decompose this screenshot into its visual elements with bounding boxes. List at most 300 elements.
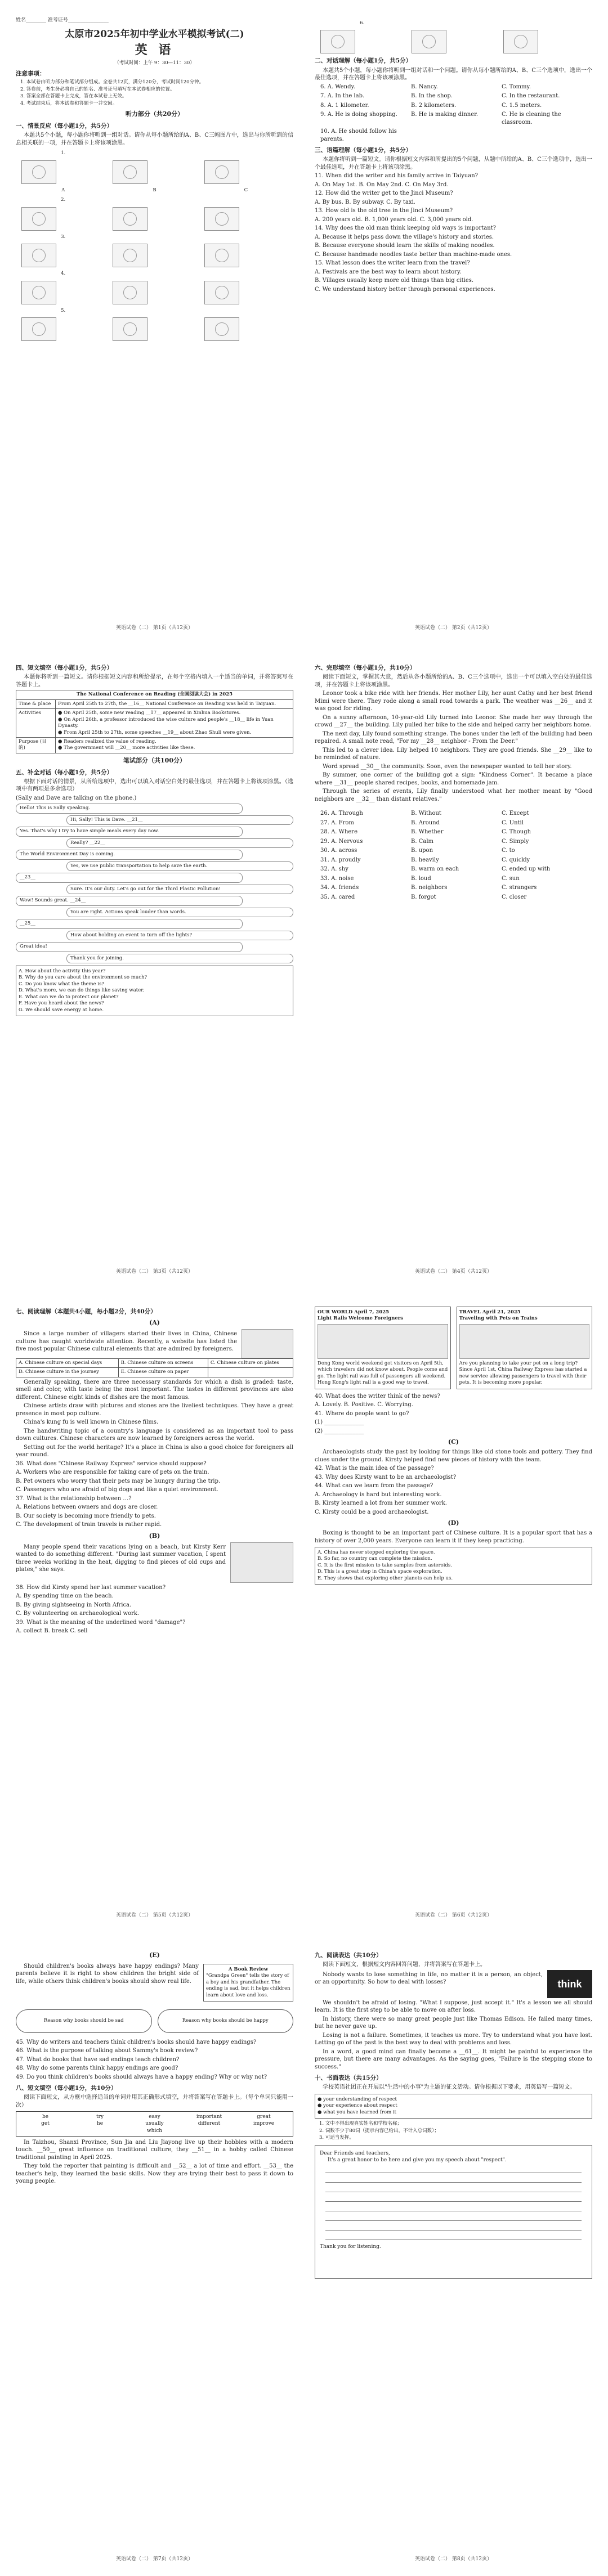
passage-label: (E) xyxy=(149,1951,160,1959)
option: C. closer xyxy=(502,894,527,900)
passage-paragraph: In Taizhou, Shanxi Province, Sun Jia and Liu Jiayong live up their hobbies with a modern touch. __50__ great influence on traditional culture, they __51__ in a hobby called Chinese traditional painting in April 2025. xyxy=(16,2139,293,2161)
newspaper-block xyxy=(315,1304,592,1392)
table-cell: Activities xyxy=(16,709,56,738)
option: 6. A. Wendy. xyxy=(320,83,356,90)
picture-option xyxy=(21,207,56,231)
section-description: 本题你将听到一篇短文。请你根据短文内容和所给提示，在每个空格内填入一个适当的单词，并将答案写在答题卡上。 xyxy=(16,674,293,688)
exam-page-6 xyxy=(306,1294,601,1924)
section-description: 本题共5个小题，每小题你将听到一组对话。请你从每小题所给的A、B、C三幅图片中，选出与你所听到的信息相关联的一项，并在答题卡上将该项涂黑。 xyxy=(16,132,293,146)
option-row xyxy=(320,102,592,110)
answer-line[interactable] xyxy=(325,2164,582,2173)
news-right xyxy=(457,1307,593,1389)
option-row xyxy=(320,875,592,883)
table-cell: C. Chinese culture on plates xyxy=(208,1359,293,1368)
table-cell: Purpose (目的) xyxy=(16,737,56,753)
section-title: 八、短文填空（每小题1分，共10分） xyxy=(16,2085,117,2092)
news-headline: Light Rails Welcome Foreigners xyxy=(318,1316,404,1322)
exam-page-7 xyxy=(7,1938,302,2568)
picture-option xyxy=(204,207,239,231)
table-cell: B. Chinese culture on screens xyxy=(118,1359,208,1368)
section-title: 五、补全对话（每小题1分，共5分） xyxy=(16,769,113,776)
news-body: Are you planning to take your pet on a long trip? Since April 1st, China Railway Express has started a new service allowing passengers to travel with their pets. It is becoming more popular. xyxy=(459,1360,587,1386)
table-cell: From April 25th to 27th, the __16__ National Conference on Reading was held in Taiyuan. xyxy=(56,699,293,708)
answer-line[interactable] xyxy=(325,2211,582,2221)
option: 10. A. He should follow his parents. xyxy=(320,128,397,142)
option: 28. A. Where xyxy=(320,829,357,836)
option: B. Around xyxy=(411,819,440,826)
option: C. Until xyxy=(502,819,524,826)
option-row xyxy=(320,83,592,91)
bubble-label: Reason why books should be happy xyxy=(182,2018,269,2024)
passage-paragraph: China's kung fu is well known in Chinese films. xyxy=(24,1419,159,1426)
review-title: A Book Review xyxy=(228,1966,269,1972)
question-line: 14. Why does the old man think keeping old ways is important? xyxy=(315,225,497,232)
option: G. We should save energy at home. xyxy=(19,1007,104,1013)
question-line: C. We understand history better through personal experiences. xyxy=(315,286,495,293)
question-line: 49. Do you think children's books should always have a happy ending? Why or why not? xyxy=(16,2074,267,2080)
row-label: 5. xyxy=(61,307,66,313)
page-footer: 英语试卷（二） 第1页（共12页） xyxy=(115,625,194,631)
table-cell: ● On April 25th, some new reading __17__ appeared in Xinhua Bookstores. ● On April 26th, a professor introduced the wise culture and people's __18__ life in Yuan Dynasty. ● From April 25th to 27th, some speeches __19__ about Zhao Shuli were given. xyxy=(56,709,293,738)
passage-paragraph: Since a large number of villagers started their lives in China, Chinese culture has caught worldwide attention. Recently, a website has listed the five most popular Chinese cultural elements that are admired by foreigners. xyxy=(16,1331,237,1353)
passage-paragraph: In a word, a good mind can finally become a __61__. It might be painful to experience the pressure, but there are many advantages. As the saying goes, "Failure is the stepping stone to success." xyxy=(315,2048,592,2070)
option: C. It is the first mission to take samples from asteroids. xyxy=(318,1562,452,1568)
page-footer: 英语试卷（二） 第8页（共12页） xyxy=(414,2556,493,2562)
section-description: 本题共5个小题，每小题你将听到一组对话和一个问题。请你从每小题所给的A、B、C三个选项中，选出一个最佳选项，并在答题卡上将该项涂黑。 xyxy=(315,67,592,82)
notice-item: 1. 本试卷由听力部分和笔试部分组成。全卷共12页，满分120分，考试时间120分钟。 xyxy=(20,79,204,86)
think-word: think xyxy=(557,1978,582,1990)
notice-item: 4. 考试结束后，将本试卷和答题卡一并交回。 xyxy=(20,100,118,106)
chat-bubble: Yes, we use public transportation to help save the earth. xyxy=(66,861,293,871)
passage-paragraph: Through the series of events, Lily finally understood what her mother meant by "Good neighbors are __32__ than distant relatives." xyxy=(315,788,592,802)
option: C. Though xyxy=(502,829,531,836)
page-footer: 英语试卷（二） 第4页（共12页） xyxy=(414,1268,493,1274)
letter-opening: It's a great honor to be here and give you my speech about "respect". xyxy=(328,2157,507,2163)
notice-item: 2. 答卷前，考生务必将自己的姓名、准考证号填写在本试卷相应的位置。 xyxy=(20,86,175,92)
chat-bubble: Sure. It's our duty. Let's go out for the Third Plastic Pollution! xyxy=(66,885,293,894)
options-table xyxy=(16,1358,293,1377)
question-line: C. Kirsty could be a good archaeologist. xyxy=(315,1509,429,1515)
requirement: ● what you have learned from it xyxy=(318,2109,396,2115)
picture-option xyxy=(113,207,147,231)
dialogue-context: (Sally and Dave are talking on the phone.) xyxy=(16,795,137,801)
word-bank-item: be xyxy=(42,2114,49,2120)
option: B. Why do you care about the environment so much? xyxy=(19,975,147,981)
picture-option xyxy=(21,160,56,184)
chat-bubble: Hello! This is Sally speaking. xyxy=(16,804,243,813)
passage-label: (D) xyxy=(448,1519,459,1527)
passage-label: (A) xyxy=(149,1319,160,1327)
option-row xyxy=(320,856,592,864)
option: 26. A. Through xyxy=(320,810,363,817)
option-row xyxy=(320,894,592,901)
section-title: 六、完形填空（每小题1分，共10分） xyxy=(315,665,416,671)
book-review-box xyxy=(203,1964,293,2001)
question-line: 48. Why do some parents think happy endings are good? xyxy=(16,2065,178,2072)
chat-bubble: Really? __22__ xyxy=(66,838,293,848)
page-footer: 英语试卷（二） 第2页（共12页） xyxy=(414,625,493,631)
chat-bubble: Wow! Sounds great. __24__ xyxy=(16,896,243,905)
page-footer: 英语试卷（二） 第7页（共12页） xyxy=(115,2556,194,2562)
answer-line[interactable] xyxy=(325,2173,582,2183)
options-box xyxy=(315,1547,592,1585)
requirements-box xyxy=(315,2094,592,2119)
answer-line[interactable] xyxy=(325,2231,582,2240)
table-row xyxy=(16,699,293,708)
section-description: 学校英语社团正在开展以"生活中的小事"为主题的征文活动。请你根据以下要求，用英语写一篇短文。 xyxy=(323,2084,576,2091)
question-line: 42. What is the main idea of the passage? xyxy=(315,1465,434,1472)
question-line: A. 200 years old. B. 1,000 years old. C. 3,000 years old. xyxy=(315,216,473,223)
answer-line[interactable] xyxy=(325,2183,582,2192)
question-line: 36. What does "Chinese Railway Express" service should suppose? xyxy=(16,1460,207,1467)
question-line: A. Archaeology is hard but interesting work. xyxy=(315,1491,442,1498)
news-header: TRAVEL April 21, 2025 xyxy=(459,1309,521,1315)
question-line: C. The development of train travels is rather rapid. xyxy=(16,1522,162,1528)
option: C. He is cleaning the classroom. xyxy=(502,111,561,125)
question-line: A. By bus. B. By subway. C. By taxi. xyxy=(315,199,415,205)
picture-option xyxy=(113,160,147,184)
page-footer: 英语试卷（二） 第6页（共12页） xyxy=(414,1912,493,1918)
question-line: A. Festivals are the best way to learn about history. xyxy=(315,268,462,275)
notice-title: 注意事项： xyxy=(16,70,46,78)
question-line: B. Pet owners who worry that their pets may be hungry during the trip. xyxy=(16,1478,221,1484)
passage-paragraph: Chinese artists draw with pictures and stones are the liveliest techniques. They have a great presence in most pop culture. xyxy=(16,1403,293,1417)
section-title: 九、阅读表达（共10分） xyxy=(315,1952,382,1959)
section-description: 根据下面对话的情景，从所给选项中，选出可以填入对话空白处的最佳选项，并在答题卡上将该项涂黑。（选项中有两项是多余选项） xyxy=(16,778,293,793)
news-photo xyxy=(459,1324,590,1359)
writing-rule: 2. 词数不少于80词（提示内容已给出，不计入总词数）； xyxy=(319,2128,439,2134)
passage-paragraph: By summer, one corner of the building got a sign: "Kindness Corner". It became a place where __31__ people shared recipes, books, and homemade jam. xyxy=(315,772,592,786)
question-line: 13. How old is the old tree in the Jinci Museum? xyxy=(315,208,453,214)
option: C. ended up with xyxy=(502,866,551,873)
writing-rule: 3. 可适当发挥。 xyxy=(319,2135,354,2141)
exam-title: 太原市2025年初中学业水平模拟考试(二) xyxy=(65,29,244,41)
option: B. warm on each xyxy=(411,866,459,873)
question-line: C. By volunteering on archaeological work. xyxy=(16,1610,140,1617)
row-label: 3. xyxy=(61,234,66,240)
option: A. China has never stopped exploring the space. xyxy=(318,1550,435,1555)
question-line: 44. What can we learn from the passage? xyxy=(315,1483,433,1489)
option-row xyxy=(320,847,592,855)
option-row xyxy=(320,111,592,126)
question-line: A. Lovely. B. Positive. C. Worrying. xyxy=(315,1402,413,1408)
question-line: B. Kirsty learned a lot from her summer work. xyxy=(315,1500,447,1507)
section-title: 四、短文填空（每小题1分，共5分） xyxy=(16,665,113,671)
option: C. to xyxy=(502,847,515,854)
exam-page-4 xyxy=(306,650,601,1281)
question-line: A. Relations between owners and dogs are closer. xyxy=(16,1504,158,1511)
option-row xyxy=(320,865,592,873)
picture-option xyxy=(320,30,355,53)
word-bank xyxy=(16,2111,293,2136)
section-description: 本题你将听到一篇短文。请你根据短文内容和所提出的5个问题，从题中所给的A、B、C三个选项中，选出一个最佳选项，并在答题卡上将该项涂黑。 xyxy=(315,156,592,170)
passage-paragraph: Setting out for the world heritage? It's a place in China is also a good choice for foreigners all year round. xyxy=(16,1444,293,1458)
passage-paragraph: Archaeologists study the past by looking for things like old stone tools and pottery. They find clues under the ground. Kirsty helped find new pieces of history with the team. xyxy=(315,1449,592,1463)
options-box xyxy=(16,966,293,1016)
picture-option xyxy=(21,281,56,304)
option: C. Do you know what the theme is? xyxy=(19,981,104,987)
word-bank-item: easy xyxy=(149,2114,160,2120)
question-line: 12. How did the writer get to the Jinci Museum? xyxy=(315,190,453,197)
question-line: B. Villages usually keep more old things than big cities. xyxy=(315,277,474,284)
passage-paragraph: On a sunny afternoon, 10-year-old Lily turned into Leonor. She made her way through the crowd __27__ the building. Lily pulled her bike to the side and helped carry her neighbors home. xyxy=(315,714,592,729)
passage-paragraph: We shouldn't be afraid of losing. "What I suppose, just accept it." It's a lesson we all should learn. It is the first step to be able to move on after loss. xyxy=(315,1999,592,2014)
question-line: A. On May 1st. B. On May 2nd. C. On May 3rd. xyxy=(315,181,449,188)
question-line: 45. Why do writers and teachers think children's books should have happy endings? xyxy=(16,2039,257,2045)
archaeology-photo xyxy=(230,1542,293,1583)
option: C. Except xyxy=(502,810,529,817)
picture-option xyxy=(412,30,446,53)
option: 35. A. cared xyxy=(320,894,355,900)
section-description: 阅读下面短文，掌握其大意，然后从各小题所给的A、B、C三个选项中，选出一个可以填入空白处的最佳选项，并在答题卡上将该项涂黑。 xyxy=(315,674,592,688)
question-line: C. Because handmade noodles taste better than machine-made ones. xyxy=(315,251,512,258)
review-body: "Grandpa Green" tells the story of a boy and his grandfather. The ending is sad, but it helps children learn about love and loss. xyxy=(206,1973,290,1998)
option: E. What can we do to protect our planet? xyxy=(19,994,119,1000)
section-title: 十、书面表达（共15分） xyxy=(315,2075,382,2082)
option: F. Have you heard about the news? xyxy=(19,1000,104,1007)
passage-paragraph: Should children's books always have happy endings? Many parents believe it is right to show children the bright side of life, while others think children's books should show real life. xyxy=(16,1963,199,1985)
section-title: 一、情景反应（每小题1分，共5分） xyxy=(16,123,113,130)
option: B. forgot xyxy=(411,894,436,900)
table-cell: ● Readers realized the value of reading. ● The government will __20__ more activities like these. xyxy=(56,737,293,753)
option xyxy=(411,128,502,143)
table-row xyxy=(16,709,293,738)
row-label: 2. xyxy=(61,197,66,203)
section-title: 二、对话理解（每小题1分，共5分） xyxy=(315,57,412,65)
pic-label: B xyxy=(153,187,157,193)
option: D. This is a great step in China's space exploration. xyxy=(318,1569,442,1575)
option: B. Calm xyxy=(411,838,433,845)
news-header: OUR WORLD April 7, 2025 xyxy=(318,1309,390,1315)
question-line: 38. How did Kirsty spend her last summer vacation? xyxy=(16,1584,166,1591)
listening-part-title: 听力部分（共20分） xyxy=(125,110,184,118)
option: B. In the shop. xyxy=(411,93,453,100)
table-title: The National Conference on Reading (全国阅读大会) in 2025 xyxy=(16,690,293,699)
question-line: 15. What lesson does the writer learn from the travel? xyxy=(315,260,470,267)
passage-paragraph: The handwriting topic of a country's language is considered as an important tool to pass down cultures. Chinese characters are now learned by foreigners across the world. xyxy=(16,1428,293,1442)
option: C. 1.5 meters. xyxy=(502,102,542,109)
question-line: 39. What is the meaning of the underlined word "damage"? xyxy=(16,1619,186,1626)
picture-grid xyxy=(320,20,587,53)
picture-option xyxy=(113,317,147,341)
question-line: C. Passengers who are afraid of big dogs and like a quiet environment. xyxy=(16,1487,218,1493)
chat-bubble: Great idea! xyxy=(16,942,243,952)
option: B. He is making dinner. xyxy=(411,111,479,118)
option: C. strangers xyxy=(502,885,537,891)
answer-line[interactable] xyxy=(325,2202,582,2211)
page-footer: 英语试卷（二） 第5页（共12页） xyxy=(115,1912,194,1918)
requirement: ● your experience about respect xyxy=(318,2103,397,2109)
table-row xyxy=(16,737,293,753)
chat-bubble: You are right. Actions speak louder than words. xyxy=(66,908,293,917)
news-headline: Traveling with Pets on Trains xyxy=(459,1316,538,1322)
picture-option xyxy=(204,160,239,184)
question-line: B. Our society is becoming more friendly to pets. xyxy=(16,1513,156,1519)
question-line: A. Workers who are responsible for taking care of pets on the train. xyxy=(16,1469,209,1476)
picture-option xyxy=(113,281,147,304)
option xyxy=(502,128,592,143)
chat-bubble: Thank you for joining. xyxy=(66,954,293,963)
option-row xyxy=(320,92,592,100)
passage-paragraph: Generally speaking, there are three necessary standards for which a dish is graded: taste, smell and color, with taste being the most important. The tastes in different provinces are also different. Chinese eight kinds of dishes are the most famous. xyxy=(16,1379,293,1401)
option: B. upon xyxy=(411,847,433,854)
exam-page-1 xyxy=(7,7,302,637)
exam-page-3 xyxy=(7,650,302,1281)
pic-label: C xyxy=(244,187,248,193)
question-line: 46. What is the purpose of talking about Sammy's book review? xyxy=(16,2048,198,2054)
option: 33. A. noise xyxy=(320,875,354,882)
chat-bubble: __25__ xyxy=(16,919,243,928)
row-label: 6. xyxy=(360,20,365,26)
exam-page-8 xyxy=(306,1938,601,2568)
option: 32. A. shy xyxy=(320,866,348,873)
option: B. Whether xyxy=(411,829,444,836)
option: C. In the restaurant. xyxy=(502,93,560,100)
option: 7. A. In the lab. xyxy=(320,93,365,100)
option-row xyxy=(320,884,592,892)
question-line: A. collect B. break C. sell xyxy=(16,1628,88,1635)
question-line: 47. What do books that have sad endings teach children? xyxy=(16,2056,180,2063)
question-line: A. By spending time on the beach. xyxy=(16,1593,114,1600)
option: C. quickly xyxy=(502,856,530,863)
letter-greeting: Dear Friends and teachers, xyxy=(320,2150,390,2156)
candidate-info-line: 姓名________ 准考证号________________ xyxy=(16,17,109,23)
info-table xyxy=(16,690,293,753)
subject-title: 英 语 xyxy=(135,43,175,58)
chat-bubble: Hi, Sally! This is Dave. __21__ xyxy=(66,815,293,825)
word-bank-item: usually xyxy=(145,2121,164,2127)
answer-line[interactable] xyxy=(325,2192,582,2202)
row-label: 1. xyxy=(61,150,66,156)
row-label: 4. xyxy=(61,271,66,277)
exam-page-2 xyxy=(306,7,601,637)
page-footer: 英语试卷（二） 第3页（共12页） xyxy=(115,1268,194,1274)
option: B. So far, no country can complete the mission. xyxy=(318,1556,432,1562)
picture-option xyxy=(113,244,147,267)
picture-option xyxy=(21,317,56,341)
chat-bubble: The World Environment Day is coming. xyxy=(16,850,243,859)
option: B. loud xyxy=(411,875,431,882)
option: 27. A. From xyxy=(320,819,354,826)
china-logo-image xyxy=(242,1329,293,1358)
option: B. 2 kilometers. xyxy=(411,102,457,109)
word-bank-item: which xyxy=(146,2128,163,2134)
reason-bubble-right xyxy=(158,2009,294,2032)
bubble-label: Reason why books should be sad xyxy=(43,2018,124,2024)
letter-closing: Thank you for listening. xyxy=(320,2243,381,2250)
news-photo xyxy=(318,1324,448,1359)
option-row xyxy=(320,838,592,846)
table-cell: E. Chinese culture on paper xyxy=(118,1368,208,1377)
word-bank-item: get xyxy=(41,2121,50,2127)
section-description: 阅读下面短文，根据短文内容回答问题，并将答案写在答题卡上。 xyxy=(323,1962,486,1968)
writing-rule: 1. 文中不得出现真实姓名和学校名称； xyxy=(319,2121,402,2127)
question-line: A. Because it helps pass down the village's history and stories. xyxy=(315,234,494,240)
option-row xyxy=(320,828,592,836)
writing-area[interactable] xyxy=(315,2145,592,2279)
option: D. What's more, we can do things like saving water. xyxy=(19,988,145,994)
picture-option xyxy=(503,30,538,53)
option-row xyxy=(320,128,592,143)
answer-line[interactable] xyxy=(325,2221,582,2231)
picture-option xyxy=(21,244,56,267)
passage-paragraph: The next day, Lily found something strange. The bones under the left of the building had been repaired. A small note read, "For my __28__ neighbor - From the Deer." xyxy=(315,730,592,745)
news-left xyxy=(315,1307,451,1389)
word-bank-item: different xyxy=(198,2121,221,2127)
passage-label: (C) xyxy=(448,1438,459,1446)
question-line: 11. When did the writer and his family arrive in Taiyuan? xyxy=(315,173,478,179)
word-bank-item: great xyxy=(257,2114,271,2120)
section-title: 七、阅读理解（本题共4小题，每小题2分，共40分） xyxy=(16,1308,157,1315)
option: 29. A. Nervous xyxy=(320,838,363,845)
requirement: ● your understanding of respect xyxy=(318,2096,397,2102)
question-line: 43. Why does Kirsty want to be an archaeologist? xyxy=(315,1474,457,1480)
option-row xyxy=(320,819,592,827)
news-body: Dong Kong world weekend got visitors on April 5th, which travelers did not know about. People come and go. The light rail was full of passengers all weekend. Hong Kong's light rail is a good way to travel. xyxy=(318,1360,448,1386)
word-bank-item: important xyxy=(196,2114,222,2120)
option: C. Tommy. xyxy=(502,83,531,90)
question-line: 41. Where do people want to go? xyxy=(315,1410,409,1417)
option: C. sun xyxy=(502,875,520,882)
chat-bubble: Yes. That's why I try to have simple meals every day now. xyxy=(16,827,243,836)
option: A. How about the activity this year? xyxy=(19,968,106,974)
word-bank-item: he xyxy=(96,2121,104,2127)
exam-time: （考试时间：上午 9：30—11：30） xyxy=(114,60,195,66)
notice-item: 3. 答案全部在答题卡上完成，答在本试卷上无效。 xyxy=(20,93,127,100)
passage-paragraph: Leonor took a bike ride with her friends. Her mother Lily, her aunt Cathy and her best friend Mimi were there. They rode along a small road towards a park. The weather was __26__ and it was good for riding. xyxy=(315,690,592,712)
word-bank-item: improve xyxy=(253,2121,275,2127)
chat-bubble: How about holding an event to turn off the lights? xyxy=(66,931,293,940)
question-line: (2) ______________ xyxy=(315,1428,364,1434)
question-line: 40. What does the writer think of the news? xyxy=(315,1393,440,1399)
exam-page-5 xyxy=(7,1294,302,1924)
picture-grid xyxy=(21,150,288,341)
passage-paragraph: Nobody wants to lose something in life, no matter it is a person, an object, or an opportunity. So how to deal with losses? xyxy=(315,1971,543,1986)
option: E. They shows that exploring other planets can help us. xyxy=(318,1575,453,1581)
option: C. Simply xyxy=(502,838,529,845)
option: 30. A. across xyxy=(320,847,357,854)
question-line: 37. What is the relationship between …? xyxy=(16,1495,132,1502)
section-title: 三、语篇理解（每小题1分，共5分） xyxy=(315,147,412,154)
question-line: B. Because everyone should learn the skills of making noodles. xyxy=(315,243,495,249)
passage-paragraph: In history, there were so many great people just like Thomas Edison. He failed many times, but he never gave up. xyxy=(315,2016,592,2030)
passage-paragraph: Many people spend their vacations lying on a beach, but Kirsty Kerr wanted to do something different. "During last summer vacation, I spent three weeks working in the heat, digging to find pieces of old cups and plates," she says. xyxy=(16,1543,226,1573)
pic-label: A xyxy=(61,187,65,193)
option: B. heavily xyxy=(411,856,439,863)
passage-label: (B) xyxy=(149,1532,160,1540)
table-cell: Time & place xyxy=(16,699,56,708)
option: 34. A. friends xyxy=(320,885,359,891)
option: 9. A. He is doing shopping. xyxy=(320,111,397,118)
picture-option xyxy=(204,317,239,341)
option-row xyxy=(320,810,592,818)
passage-paragraph: This led to a clever idea. Lily helped 10 neighbors. They are good friends. She __29__ like to be reminded of nature. xyxy=(315,747,592,761)
section-description: 阅读下面短文，从方框中选择适当的单词并用其正确形式填空，并将答案写在答题卡上。（每个单词只能用一次） xyxy=(16,2094,293,2108)
question-line: B. By giving sightseeing in North Africa. xyxy=(16,1601,132,1608)
word-bank-item: try xyxy=(96,2114,104,2120)
passage-paragraph: They told the reporter that painting is difficult and __52__ a lot of time and effort. __53__ the teacher's help, they learned the basic skills. Now they are trying their best to pass it down to young people. xyxy=(16,2163,293,2185)
reason-bubble-left xyxy=(16,2009,152,2032)
picture-option xyxy=(204,244,239,267)
option: B. Nancy. xyxy=(411,83,438,90)
picture-option xyxy=(204,281,239,304)
written-part-title: 笔试部分（共100分） xyxy=(123,756,186,764)
think-logo-image xyxy=(547,1970,592,1998)
option: B. Without xyxy=(411,810,441,817)
passage-paragraph: Losing is not a failure. Sometimes, it teaches us more. Try to understand what you have lost. Letting go of the past is the best way to deal with problems and loss. xyxy=(315,2032,592,2047)
option: B. neighbors xyxy=(411,885,448,891)
question-line: (1) ______________ xyxy=(315,1419,364,1426)
